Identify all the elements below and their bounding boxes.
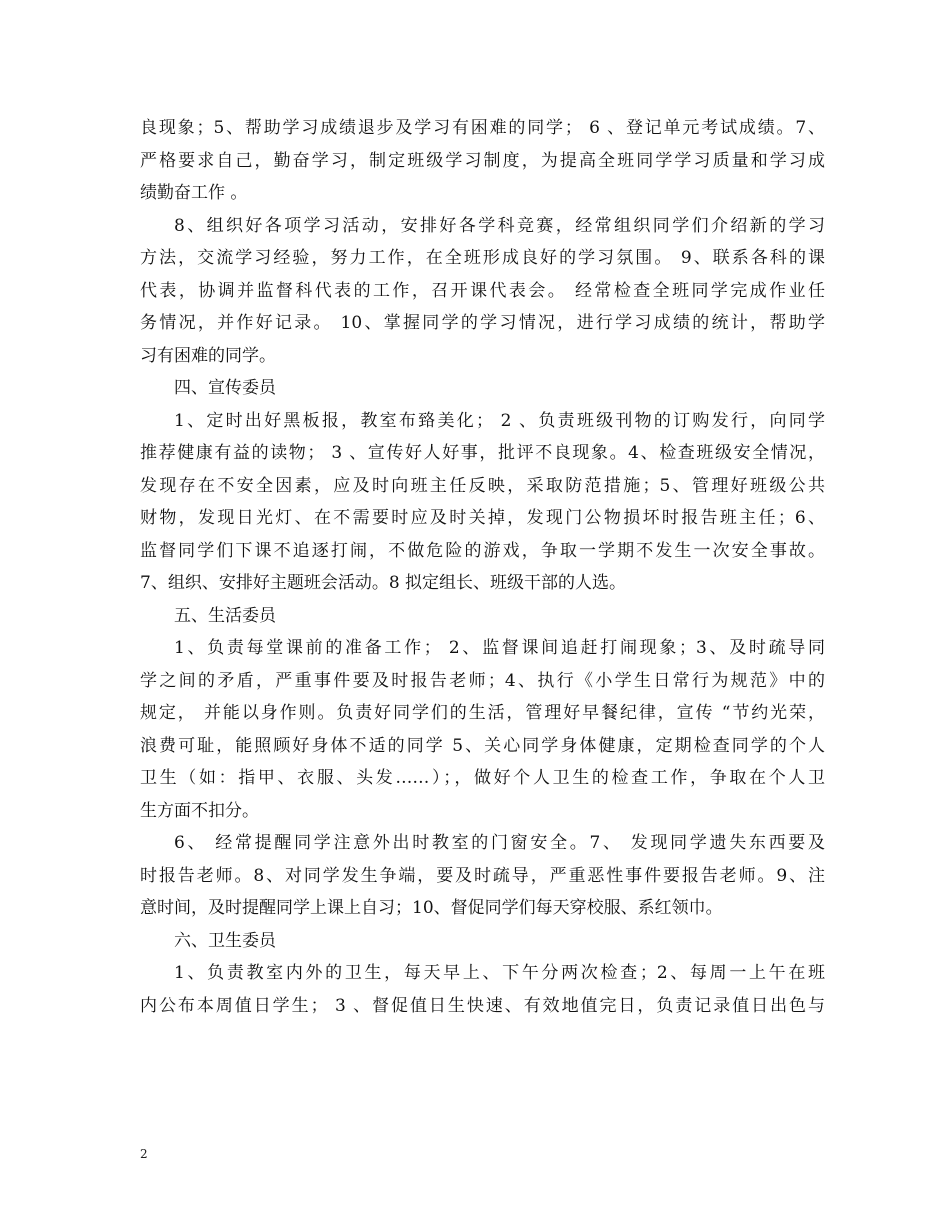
text-line: 监督同学们下课不追逐打闹，不做危险的游戏，争取一学期不发生一次安全事故。 xyxy=(140,540,825,561)
text-line: 四、宣传委员 xyxy=(174,378,276,398)
text-line: 1、负责每堂课前的准备工作； 2、监督课间追赶打闹现象；3、及时疏导同 xyxy=(174,638,825,658)
text-line: 方法，交流学习经验，努力工作，在全班形成良好的学习氛围。 9、联系各科的课 xyxy=(140,248,825,268)
text-line: 1、定时出好黑板报，教室布臵美化； 2 、负责班级刊物的订购发行，向同学 xyxy=(174,410,825,431)
text-line: 时报告老师。8、对同学发生争端，要及时疏导，严重恶性事件要报告老师。9、注 xyxy=(140,865,825,886)
text-line: 1、负责教室内外的卫生，每天早上、下午分两次检查；2、每周一上午在班 xyxy=(174,963,825,983)
text-line: 8、组织好各项学习活动，安排好各学科竞赛，经常组织同学们介绍新的学习 xyxy=(174,215,825,236)
text-line: 务情况，并作好记录。 10、掌握同学的学习情况，进行学习成绩的统计，帮助学 xyxy=(140,313,825,333)
text-line: 6、 经常提醒同学注意外出时教室的门窗安全。7、 发现同学遗失东西要及 xyxy=(174,833,825,853)
text-line: 卫生（如：指甲、衣服、头发……）；，做好个人卫生的检查工作，争取在个人卫 xyxy=(140,768,825,788)
text-line: 发现存在不安全因素，应及时向班主任反映，采取防范措施；5、管理好班级公共 xyxy=(140,475,825,496)
text-line: 规定， 并能以身作则。负责好同学们的生活，管理好早餐纪律，宣传 “节约光荣， xyxy=(140,703,825,723)
text-line: 绩勤奋工作 。 xyxy=(140,183,248,203)
text-line: 生方面不扣分。 xyxy=(140,800,259,821)
text-line: 浪费可耻，能照顾好身体不适的同学 5、关心同学身体健康，定期检查同学的个人 xyxy=(140,735,825,756)
text-line: 意时间，及时提醒同学上课上自习；10、督促同学们每天穿校服、系红领巾。 xyxy=(140,898,723,918)
text-line: 良现象；5、帮助学习成绩退步及学习有困难的同学； 6 、登记单元考试成绩。7、 xyxy=(140,118,825,138)
text-line: 财物，发现日光灯、在不需要时应及时关掉，发现门公物损坏时报告班主任；6、 xyxy=(140,508,825,528)
page-number: 2 xyxy=(140,1147,148,1161)
text-line: 代表，协调并监督科代表的工作，召开课代表会。 经常检查全班同学完成作业任 xyxy=(140,280,825,301)
text-line: 推荐健康有益的读物； 3 、宣传好人好事，批评不良现象。4、检查班级安全情况， xyxy=(140,443,825,463)
text-line: 习有困难的同学。 xyxy=(140,345,276,366)
text-line: 五、生活委员 xyxy=(174,605,276,626)
text-line: 严格要求自己，勤奋学习，制定班级学习制度，为提高全班同学学习质量和学习成 xyxy=(140,150,825,171)
document-body xyxy=(140,112,825,1022)
text-line: 内公布本周值日学生； 3 、督促值日生快速、有效地值完日，负责记录值日出色与 xyxy=(140,995,825,1016)
text-line: 7、组织、安排好主题班会活动。8 拟定组长、班级干部的人选。 xyxy=(140,573,627,593)
text-line: 学之间的矛盾，严重事件要及时报告老师；4、执行《小学生日常行为规范》中的 xyxy=(140,670,825,691)
text-line: 六、卫生委员 xyxy=(174,930,276,951)
